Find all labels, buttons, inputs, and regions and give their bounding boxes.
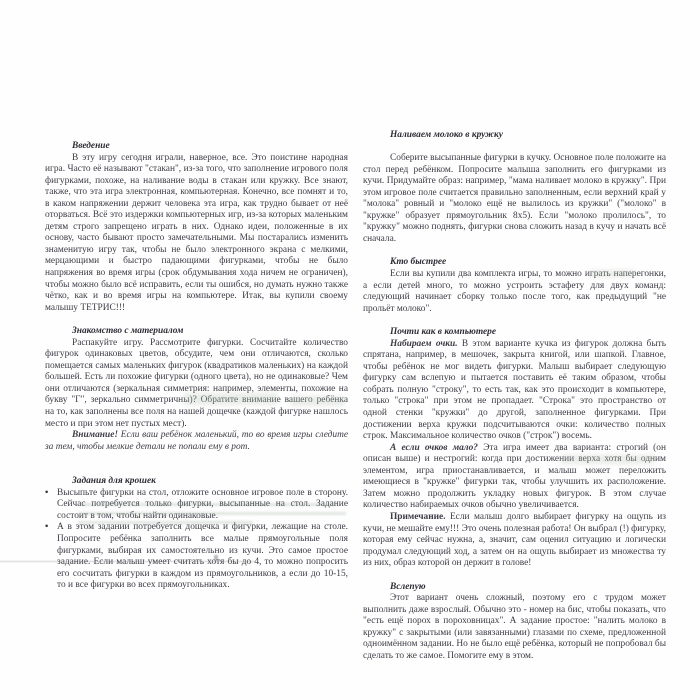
paragraph-note (363, 512, 666, 570)
paragraph-scoring (363, 339, 666, 443)
section-blindfolded (363, 582, 666, 663)
few-points-text: Эта игра имеет два варианта: строгий (он описан выше) и нестрогий: когда при достижении верха хотя бы одним элементом, игра приостанавливается, и малыш может переложить имеющиеся в "кружке" фигурки так, чтобы улучшить их расположение. Затем можно продолжить укладку новых фигурок. В этом случае количество набираемых очков обычно увеличивается. (363, 442, 666, 511)
list-item (45, 522, 348, 591)
section-toddler-tasks (45, 476, 348, 591)
section-heading-introduction: Введение (72, 141, 110, 151)
section-materials (45, 326, 348, 453)
note-lead: Примечание. (390, 511, 446, 522)
section-introduction (45, 141, 348, 314)
bullet-icon: • (45, 522, 49, 533)
paragraph-blindfolded: Этот вариант очень сложный, поэтому его с трудом может выполнить даже взрослый. Обычно это - номер на бис, чтобы показать, что "есть ещё порох в пороховницах". А задание простое: "налить молоко в кружку" с закрытыми (или завязанными) глазами по схеме, предложенной одноимённом задании. Но не было ещё ребёнка, который не попробовал бы сделать то же самое. Помогите ему в этом. (363, 593, 666, 661)
section-heading-pour-milk: Наливаем молоко в кружку (390, 130, 503, 140)
paragraph-introduction: В эту игру сегодня играли, наверное, все. Это поистине народная игра. Часто её называют "стакан", из-за того, что заполнение игрового поля фигурками, похоже, на наливание воды в стакан или кружку. Все знают, также, что эта игра электронная, компьютерная. Конечно, все помнят и то, в каком напряжении держит человека эта игра, как трудно бывает от неё оторваться. Всё это издержки компьютерных игр, из-за которых маленьким детям строго запрещено играть в них. Однако идеи, положенные в их основу, часто бывают просто замечательными. Мы постарались изменить знаменитую игру так, чтобы не было электронного экрана с мелкими, мерцающими и быстро падающими фигурками, чтобы не было напряжения во время игры (срок обдумывания хода ничем не ограничен), чтобы можно было всё исправить, если ты ошибся, но думать нужно также чётко, как и во время игры на компьютере. Итак, вы купили своему малышу ТЕТРИС!!! (45, 152, 348, 313)
toddler-tasks-list (45, 488, 348, 592)
section-gap (45, 453, 348, 476)
section-gap (363, 245, 666, 257)
paragraph-pour-milk: Соберите высыпанные фигурки в кучку. Основное поле положите на стол перед ребёнком. Попросите малыша заполнить его фигурками из кучи. Придумайте образ: например, "мама наливает молоко в кружку". При этом игровое поле считается правильно заполненным, если верхний край у "молока" ровный и "молоко ещё не вылилось из кружки" ("молоко" в "кружке" образует прямоугольник 8х5). Если "молоко пролилось", то "кружку" можно поднять, фигурки снова сложить назад в кучу и начать всё сначала. (363, 153, 666, 244)
section-heading-who-is-faster: Кто быстрее (390, 257, 447, 268)
section-gap (45, 314, 348, 326)
section-heading-materials: Знакомство с материалом (72, 326, 184, 337)
left-column (45, 141, 348, 592)
section-gap (363, 570, 666, 582)
scoring-text: В этом варианте кучка из фигурок должна быть спрятана, например, в мешочек, закрыта книгой, или шапкой. Главное, чтобы ребёнок не мог видеть фигурки. Малыш выбирает следующую фигурку сам вслепую и пытается поставить её таким образом, чтобы собрать полную "строку", то есть так, как это происходит в компьютере, только "строка" при этом не пропадает. "Строка" это пространство от одной стенки "кружки" до другой, заполненное фигурками. При достижении верха кружки подсчитываются очки: количество полных строк. Максимальное количество очков ("строк") восемь. (363, 338, 667, 442)
warning-text: Если ваш ребёнок маленький, то во время игры следите за тем, чтобы мелкие детали не попали ему в рот. (45, 430, 348, 452)
paragraph-who-is-faster: Если вы купили два комплекта игры, то можно играть наперегонки, а если детей много, то можно устроить эстафету для двух команд: следующий начинает сборку только после того, как предыдущий "не прольёт молоко". (363, 269, 666, 314)
paragraph-warning-note (45, 430, 348, 453)
task-text: Высыпьте фигурки на стол, отложите основное игровое поле в сторону. Сейчас потребуется только фигурки, высыпанные на стол. Задание состоит в том, чтобы найти одинаковые. (57, 487, 348, 521)
section-like-computer (363, 327, 666, 569)
paragraph-few-points (363, 443, 666, 512)
section-heading-like-computer: Почти как в компьютере (390, 327, 497, 338)
task-text: А в этом задании потребуется дощечка и фигурки, лежащие на столе. Попросите ребёнка заполнить все малые прямоугольные поля фигурками, выбирая их самостоятельно из кучи. Это самое простое задание. Если малыш умеет считать хотя бы до 4, то можно попросить его сосчитать фигурки в каждом из прямоугольников, а если до 10-15, то и все фигурки во всех прямоугольниках. (57, 522, 348, 591)
section-heading-blindfolded: Вслепую (390, 581, 426, 592)
scoring-lead: Набираем очки. (390, 338, 458, 349)
bullet-icon: • (45, 487, 49, 498)
section-heading-toddler-tasks: Задания для крошек (72, 476, 156, 487)
section-gap (363, 315, 666, 327)
note-text: Если малыш долго выбирает фигурку на ощупь из кучи, не мешайте ему!!! Это очень полезная работа! Он выбрал (!) фигурку, которая ему сейчас нужна, а, значит, сам оценил ситуацию и логически продумал следующий ход, а затем он на ощупь выбирает из множества ту из них, образ которой он держит в голове! (363, 511, 666, 569)
few-points-lead: А если очков мало? (390, 442, 478, 453)
warning-lead: Внимание! (72, 430, 119, 441)
section-pour-milk (363, 130, 666, 245)
paragraph-materials: Распакуйте игру. Рассмотрите фигурки. Сосчитайте количество фигурок одинаковых цветов, обсудите, чем они отличаются, сколько помещается самых маленьких фигурок (квадратиков маленьких) на каждой большей. Есть ли похожие фигурки (одного цвета), но не одинаковые? Чем они отличаются (зеркальная симметрия: например, элементы, похожие на букву "Г", зеркально симметричны)? Обратите внимание вашего ребёнка на то, как заполнены все поля на нашей дощечке (каждой фигурке нашлось место и при этом нет пустых мест). (45, 337, 348, 429)
right-column (363, 130, 666, 663)
list-item (45, 488, 348, 523)
section-who-is-faster (363, 257, 666, 315)
blank-line (363, 142, 666, 154)
